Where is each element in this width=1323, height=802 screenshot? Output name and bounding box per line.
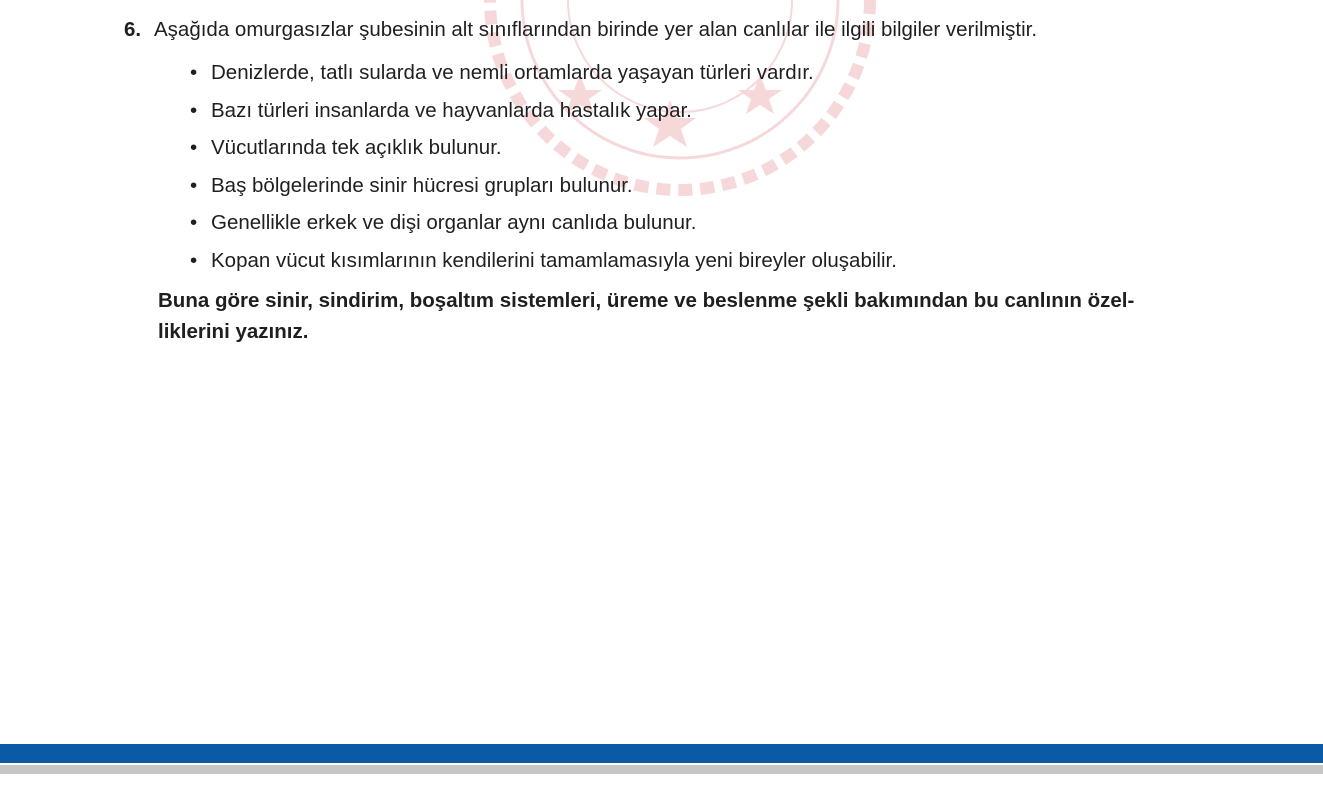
fact-text: Denizlerde, tatlı sularda ve nemli ortamlarda yaşayan türleri vardır. bbox=[211, 61, 814, 84]
fact-text: Genellikle erkek ve dişi organlar aynı canlıda bulunur. bbox=[211, 211, 697, 235]
fact-text: Baş bölgelerinde sinir hücresi grupları bulunur. bbox=[211, 173, 633, 197]
list-item bbox=[190, 59, 897, 97]
bullet-icon: • bbox=[190, 98, 198, 122]
question-stem: Aşağıda omurgasızlar şubesinin alt sınıflarından birinde yer alan canlılar ile ilgili bilgiler verilmiştir. bbox=[154, 18, 1038, 41]
footer-blue-band bbox=[0, 744, 1323, 763]
footer-gray-band bbox=[0, 765, 1323, 774]
prompt-line-1: Buna göre sinir, sindirim, boşaltım sistemleri, üreme ve beslenme şekli bakımından bu canlının özel- bbox=[158, 289, 1135, 312]
prompt-line-2: liklerini yazınız. bbox=[158, 320, 309, 343]
list-item bbox=[190, 247, 897, 285]
question-header bbox=[124, 17, 1037, 43]
question-number: 6. bbox=[124, 18, 142, 41]
bullet-icon: • bbox=[190, 211, 198, 235]
list-item bbox=[190, 134, 897, 172]
fact-text: Kopan vücut kısımlarının kendilerini tamamlamasıyla yeni bireyler oluşabilir. bbox=[211, 248, 897, 272]
list-item bbox=[190, 97, 897, 135]
fact-text: Vücutlarında tek açıklık bulunur. bbox=[211, 136, 502, 160]
list-item bbox=[190, 172, 897, 210]
bullet-icon: • bbox=[190, 173, 198, 197]
bullet-icon: • bbox=[190, 136, 198, 160]
question-prompt bbox=[158, 285, 1228, 347]
fact-text: Bazı türleri insanlarda ve hayvanlarda hastalık yapar. bbox=[211, 98, 692, 122]
bullet-icon: • bbox=[190, 248, 198, 272]
facts-list bbox=[190, 59, 897, 285]
list-item bbox=[190, 209, 897, 247]
bullet-icon: • bbox=[190, 61, 198, 84]
